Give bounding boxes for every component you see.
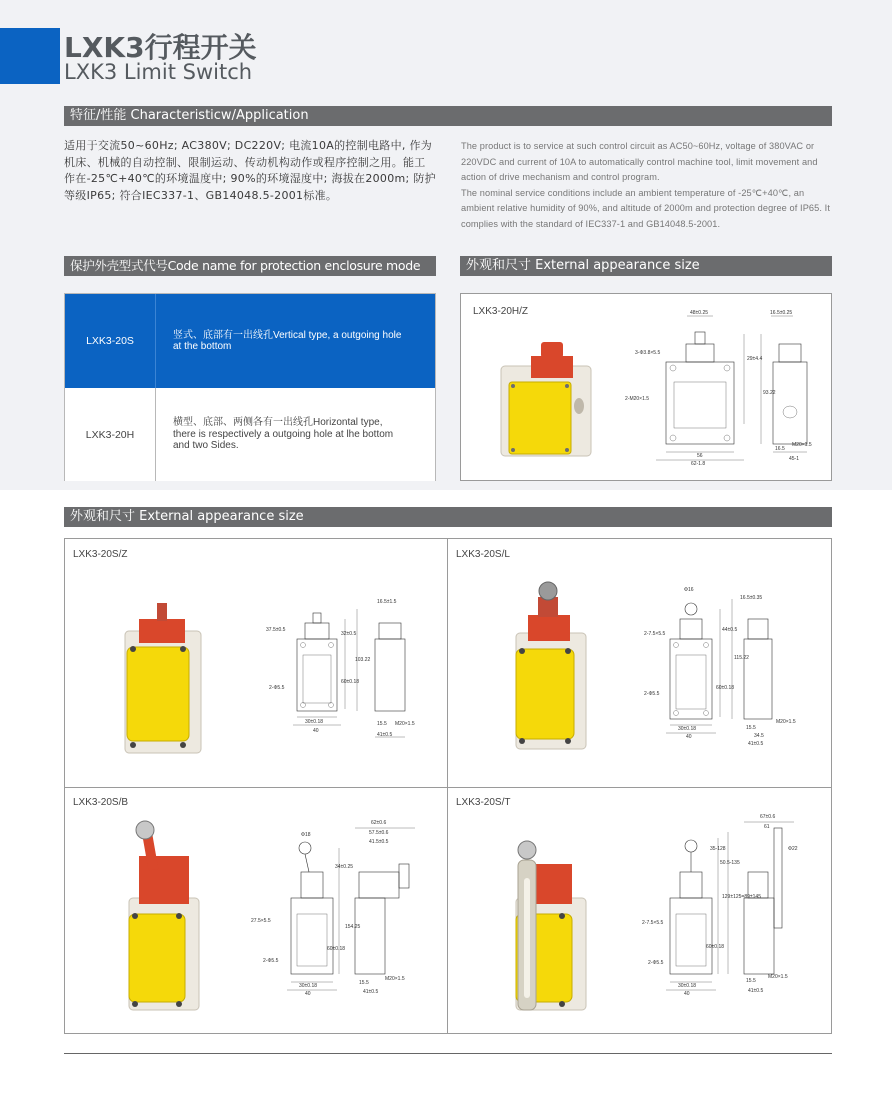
dimension-label: 67±0.6 bbox=[760, 814, 776, 820]
appearance-box-20h bbox=[460, 293, 832, 481]
model-label: LXK3-20H/Z bbox=[473, 306, 529, 317]
dimension-label: 15.5 bbox=[746, 725, 756, 731]
dimension-label: 62±0.6 bbox=[371, 820, 387, 826]
dimension-label: 41±0.5 bbox=[748, 988, 764, 994]
dimension-label: 56 bbox=[697, 453, 703, 459]
column-divider bbox=[155, 294, 156, 388]
description-cell: 竖式、底部有一出线孔Vertical type, a outgoing hole at the bottom bbox=[173, 329, 402, 352]
dimension-label: 60±0.18 bbox=[341, 679, 360, 685]
dimension-label: 103.22 bbox=[355, 657, 371, 663]
dimension-label: 50.5-135 bbox=[720, 860, 740, 866]
dimension-label: 2-Φ5.5 bbox=[263, 958, 279, 964]
dimension-label: 93.22 bbox=[763, 390, 776, 396]
page-title: LXK3行程开关 bbox=[64, 31, 257, 64]
switch-20s-l-illustration bbox=[448, 539, 830, 787]
dimension-label: M20×1.5 bbox=[776, 719, 796, 725]
dimension-label: 30±0.18 bbox=[305, 719, 324, 725]
dimension-label: M20×1.5 bbox=[768, 974, 788, 980]
dimension-label: 41±0.5 bbox=[377, 732, 393, 738]
dimension-label: 40 bbox=[684, 991, 690, 997]
characteristics-text-en bbox=[461, 139, 833, 233]
product-photo-20s-t bbox=[516, 841, 586, 1010]
dimension-label: Φ16 bbox=[684, 587, 694, 593]
product-photo-20s-b bbox=[129, 821, 199, 1010]
title-accent-block bbox=[0, 28, 60, 84]
dimension-label: 2-Φ5.5 bbox=[644, 691, 660, 697]
column-divider bbox=[155, 388, 156, 481]
dimension-label: 30±0.18 bbox=[299, 983, 318, 989]
product-photo-20s-l bbox=[516, 582, 586, 749]
code-cell: LXK3-20H bbox=[85, 428, 135, 441]
dimension-label: 41±0.5 bbox=[363, 989, 379, 995]
drawing-20s-l bbox=[644, 587, 796, 747]
dimension-label: 60±0.18 bbox=[716, 685, 735, 691]
protection-heading: 保护外壳型式代号Code name for protection enclosure mode bbox=[64, 256, 436, 276]
dimension-label: 41.5±0.5 bbox=[369, 839, 389, 845]
dimension-label: 40 bbox=[313, 728, 319, 734]
drawing-20s-t bbox=[642, 814, 798, 997]
dimension-label: 129±125=89±145 bbox=[722, 894, 761, 900]
dimension-label: 15.5 bbox=[746, 978, 756, 984]
dimension-label: 29±4.4 bbox=[747, 356, 763, 362]
model-label: LXK3-20S/T bbox=[456, 797, 511, 808]
dimension-label: Φ22 bbox=[788, 846, 798, 852]
dimension-label: 16.5 bbox=[775, 446, 785, 452]
dimension-label: M20×1.5 bbox=[395, 721, 415, 727]
model-label: LXK3-20S/B bbox=[73, 797, 129, 808]
dimension-label: 15.5 bbox=[377, 721, 387, 727]
dimension-label: 41±0.5 bbox=[748, 741, 764, 747]
dimension-label: 57.5±0.6 bbox=[369, 830, 389, 836]
dimension-label: 35-128 bbox=[710, 846, 726, 852]
dimension-label: 61 bbox=[764, 824, 770, 830]
dimension-label: 16.5±1.5 bbox=[377, 599, 397, 605]
switch-20s-b-illustration bbox=[65, 788, 447, 1034]
page-subtitle: LXK3 Limit Switch bbox=[64, 60, 253, 84]
dimension-label: 37.5±0.5 bbox=[266, 627, 286, 633]
dimension-label: 62-1.8 bbox=[691, 461, 706, 467]
dimension-label: 34.5 bbox=[754, 733, 764, 739]
dimension-label: 60±0.18 bbox=[706, 944, 725, 950]
characteristics-text-cn: 适用于交流50~60Hz; AC380V; DC220V; 电流10A的控制电路中, 作为机床、机械的自动控制、限制运动、传动机构动作或程序控制之用。能工作在-25℃+40℃的环境温度中; 90%的环境湿度中; 海拔在2000m; 防护等级IP65; 符合IEC337-1、GB14048.5-2001标准。 bbox=[64, 139, 436, 202]
dimension-label: 60±0.18 bbox=[327, 946, 346, 952]
table-row bbox=[65, 388, 435, 481]
characteristics-text-en-p2: The nominal service conditions include an ambient temperature of -25℃+40℃, an ambient relative humidity of 90%, and altitude of 2000m and protection degree of IP65. It complies with the standard of IEC337-1 and GB14048.5-2001. bbox=[461, 187, 830, 229]
dimension-label: 32±0.5 bbox=[341, 631, 357, 637]
drawing-20h bbox=[625, 310, 812, 467]
dimension-label: 40 bbox=[686, 734, 692, 740]
dimension-label: 30±0.18 bbox=[678, 983, 697, 989]
model-label: LXK3-20S/Z bbox=[73, 549, 128, 560]
switch-20h-illustration bbox=[461, 294, 833, 482]
code-cell: LXK3-20S bbox=[86, 335, 134, 347]
switch-20s-z-illustration bbox=[65, 539, 447, 787]
dimension-label: 27.5×5.5 bbox=[251, 918, 271, 924]
dimension-label: 40 bbox=[305, 991, 311, 997]
dimension-label: Φ18 bbox=[301, 832, 311, 838]
dimension-label: 44±0.5 bbox=[722, 627, 738, 633]
drawing-20s-b bbox=[251, 820, 415, 997]
dimension-label: 2-Φ5.5 bbox=[269, 685, 285, 691]
dimension-label: 15.5 bbox=[359, 980, 369, 986]
switch-20s-t-illustration bbox=[448, 788, 830, 1034]
dimension-label: 2-M20×1.5 bbox=[625, 396, 650, 402]
dimension-label: 30±0.18 bbox=[678, 726, 697, 732]
appearance-top-heading: 外观和尺寸 External appearance size bbox=[460, 256, 832, 276]
dimension-label: 2-7.5×5.5 bbox=[642, 920, 664, 926]
model-label: LXK3-20S/L bbox=[456, 549, 510, 560]
dimension-label: 48±0.25 bbox=[690, 310, 709, 316]
dimension-label: 2-7.5×5.5 bbox=[644, 631, 666, 637]
footer-rule bbox=[64, 1053, 832, 1054]
characteristics-heading: 特征/性能 Characteristicw/Application bbox=[64, 106, 832, 126]
protection-table bbox=[64, 293, 436, 481]
dimension-label: M20×1.5 bbox=[792, 442, 812, 448]
characteristics-text-en-p1: The product is to service at such control circuit as AC50~60Hz, voltage of 380VAC or 220VDC and current of 10A to automatically control machine tool, limit movement and action of drive mechanism and control program. bbox=[461, 141, 818, 183]
appearance-grid bbox=[64, 538, 832, 1034]
product-photo-20h bbox=[501, 342, 591, 456]
dimension-label: 16.5±0.25 bbox=[770, 310, 793, 316]
dimension-label: 45-1 bbox=[789, 456, 800, 462]
dimension-label: 115.22 bbox=[734, 655, 749, 661]
dimension-label: 154.25 bbox=[345, 924, 361, 930]
dimension-label: 34±0.25 bbox=[335, 864, 354, 870]
dimension-label: 16.5±0.35 bbox=[740, 595, 763, 601]
table-row bbox=[65, 294, 435, 388]
dimension-label: 3-Φ3.8×5.5 bbox=[635, 350, 661, 356]
appearance-bottom-heading: 外观和尺寸 External appearance size bbox=[64, 507, 832, 527]
product-photo-20s-z bbox=[125, 603, 201, 753]
dimension-label: M20×1.5 bbox=[385, 976, 405, 982]
description-cell: 横型、底部、两侧各有一出线孔Horizontal type, there is respectively a outgoing hole at lhe bottom and two Sides. bbox=[173, 417, 394, 452]
drawing-20s-z bbox=[266, 599, 415, 738]
dimension-label: 2-Φ5.5 bbox=[648, 960, 664, 966]
